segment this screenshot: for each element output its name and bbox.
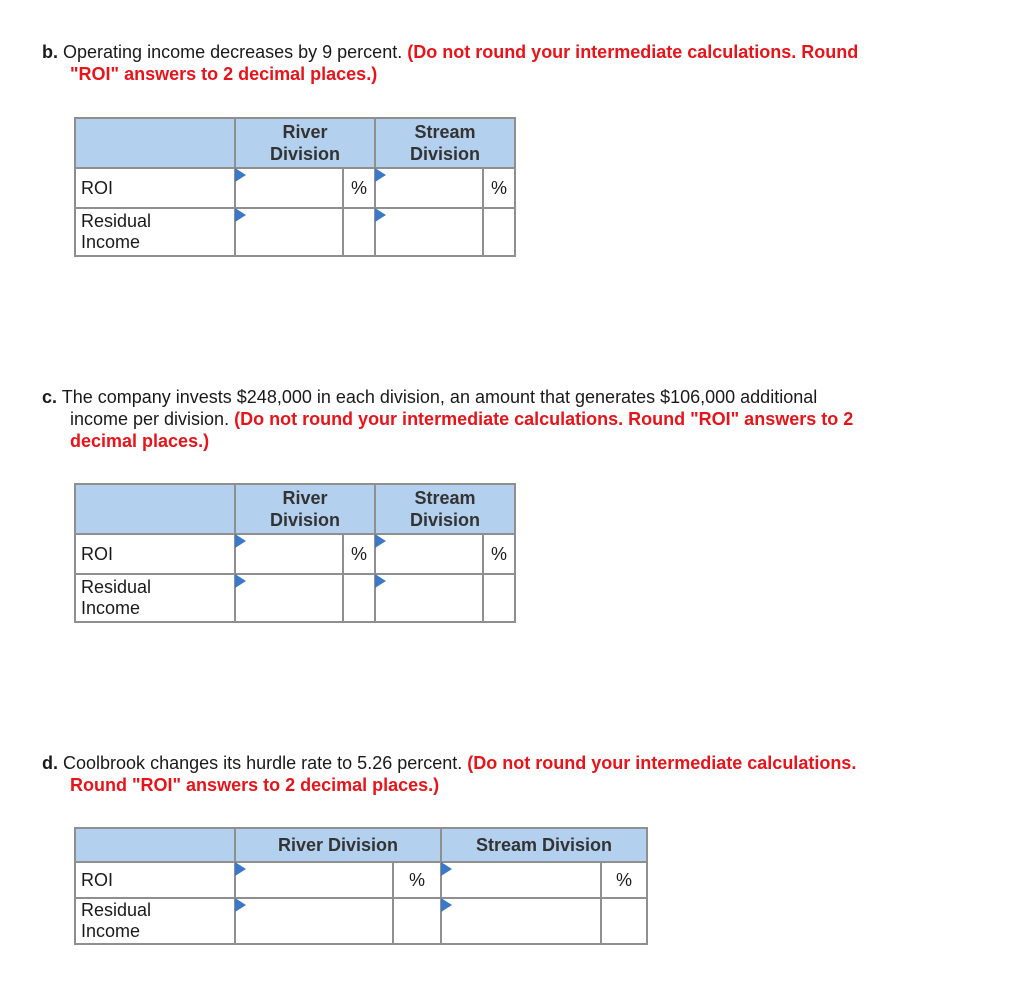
row-label-roi: ROI xyxy=(75,862,235,898)
answer-marker-icon xyxy=(375,534,386,548)
header-stream-division: Stream Division xyxy=(441,828,647,862)
answer-marker-icon xyxy=(375,574,386,588)
answer-marker-icon xyxy=(441,862,452,876)
header-stream-division: Stream Division xyxy=(375,484,515,534)
river-residual-income-input[interactable] xyxy=(235,574,343,622)
stream-residual-income-input[interactable] xyxy=(441,898,601,944)
question-text: income per division. xyxy=(70,409,230,429)
answer-marker-icon xyxy=(235,574,246,588)
answer-table-c xyxy=(74,483,516,623)
question-text: Operating income decreases by 9 percent. xyxy=(63,42,403,62)
question-c xyxy=(42,386,853,452)
row-label-roi: ROI xyxy=(75,168,235,208)
river-roi-input[interactable] xyxy=(235,862,393,898)
percent-unit: % xyxy=(343,534,375,574)
row-label-roi: ROI xyxy=(75,534,235,574)
instruction-text: "ROI" answers to 2 decimal places.) xyxy=(70,64,378,84)
percent-unit: % xyxy=(483,534,515,574)
stream-roi-input[interactable] xyxy=(375,168,483,208)
instruction-text: (Do not round your intermediate calculations. Round xyxy=(407,42,859,62)
row-label-residual-income: Residual Income xyxy=(75,574,235,622)
answer-marker-icon xyxy=(375,208,386,222)
header-blank xyxy=(75,828,235,862)
header-blank xyxy=(75,484,235,534)
unit-cell xyxy=(601,898,647,944)
question-b xyxy=(42,41,858,85)
percent-unit: % xyxy=(393,862,441,898)
question-letter: b. xyxy=(42,42,58,62)
percent-unit: % xyxy=(343,168,375,208)
unit-cell xyxy=(343,208,375,256)
answer-marker-icon xyxy=(235,862,246,876)
river-roi-input[interactable] xyxy=(235,534,343,574)
percent-unit: % xyxy=(483,168,515,208)
header-blank xyxy=(75,118,235,168)
unit-cell xyxy=(483,574,515,622)
river-residual-income-input[interactable] xyxy=(235,208,343,256)
question-text: The company invests $248,000 in each division, an amount that generates $106,000 additional xyxy=(61,387,818,407)
answer-table-b xyxy=(74,117,516,257)
stream-residual-income-input[interactable] xyxy=(375,208,483,256)
answer-table-d xyxy=(74,827,648,945)
stream-residual-income-input[interactable] xyxy=(375,574,483,622)
question-letter: c. xyxy=(42,387,58,407)
river-roi-input[interactable] xyxy=(235,168,343,208)
row-label-residual-income: Residual Income xyxy=(75,208,235,256)
answer-marker-icon xyxy=(235,898,246,912)
row-label-residual-income: Residual Income xyxy=(75,898,235,944)
header-river-division: River Division xyxy=(235,484,375,534)
river-residual-income-input[interactable] xyxy=(235,898,393,944)
stream-roi-input[interactable] xyxy=(441,862,601,898)
percent-unit: % xyxy=(601,862,647,898)
unit-cell xyxy=(393,898,441,944)
header-river-division: River Division xyxy=(235,118,375,168)
answer-marker-icon xyxy=(235,168,246,182)
instruction-text: decimal places.) xyxy=(70,431,210,451)
answer-marker-icon xyxy=(235,534,246,548)
unit-cell xyxy=(483,208,515,256)
header-stream-division: Stream Division xyxy=(375,118,515,168)
instruction-text: Round "ROI" answers to 2 decimal places.) xyxy=(70,775,440,795)
answer-marker-icon xyxy=(235,208,246,222)
answer-marker-icon xyxy=(441,898,452,912)
question-d xyxy=(42,752,856,796)
answer-marker-icon xyxy=(375,168,386,182)
question-text: Coolbrook changes its hurdle rate to 5.26 percent. xyxy=(63,753,463,773)
header-river-division: River Division xyxy=(235,828,441,862)
instruction-text: (Do not round your intermediate calculations. xyxy=(467,753,857,773)
unit-cell xyxy=(343,574,375,622)
instruction-text: (Do not round your intermediate calculations. Round "ROI" answers to 2 xyxy=(234,409,854,429)
stream-roi-input[interactable] xyxy=(375,534,483,574)
question-letter: d. xyxy=(42,753,58,773)
